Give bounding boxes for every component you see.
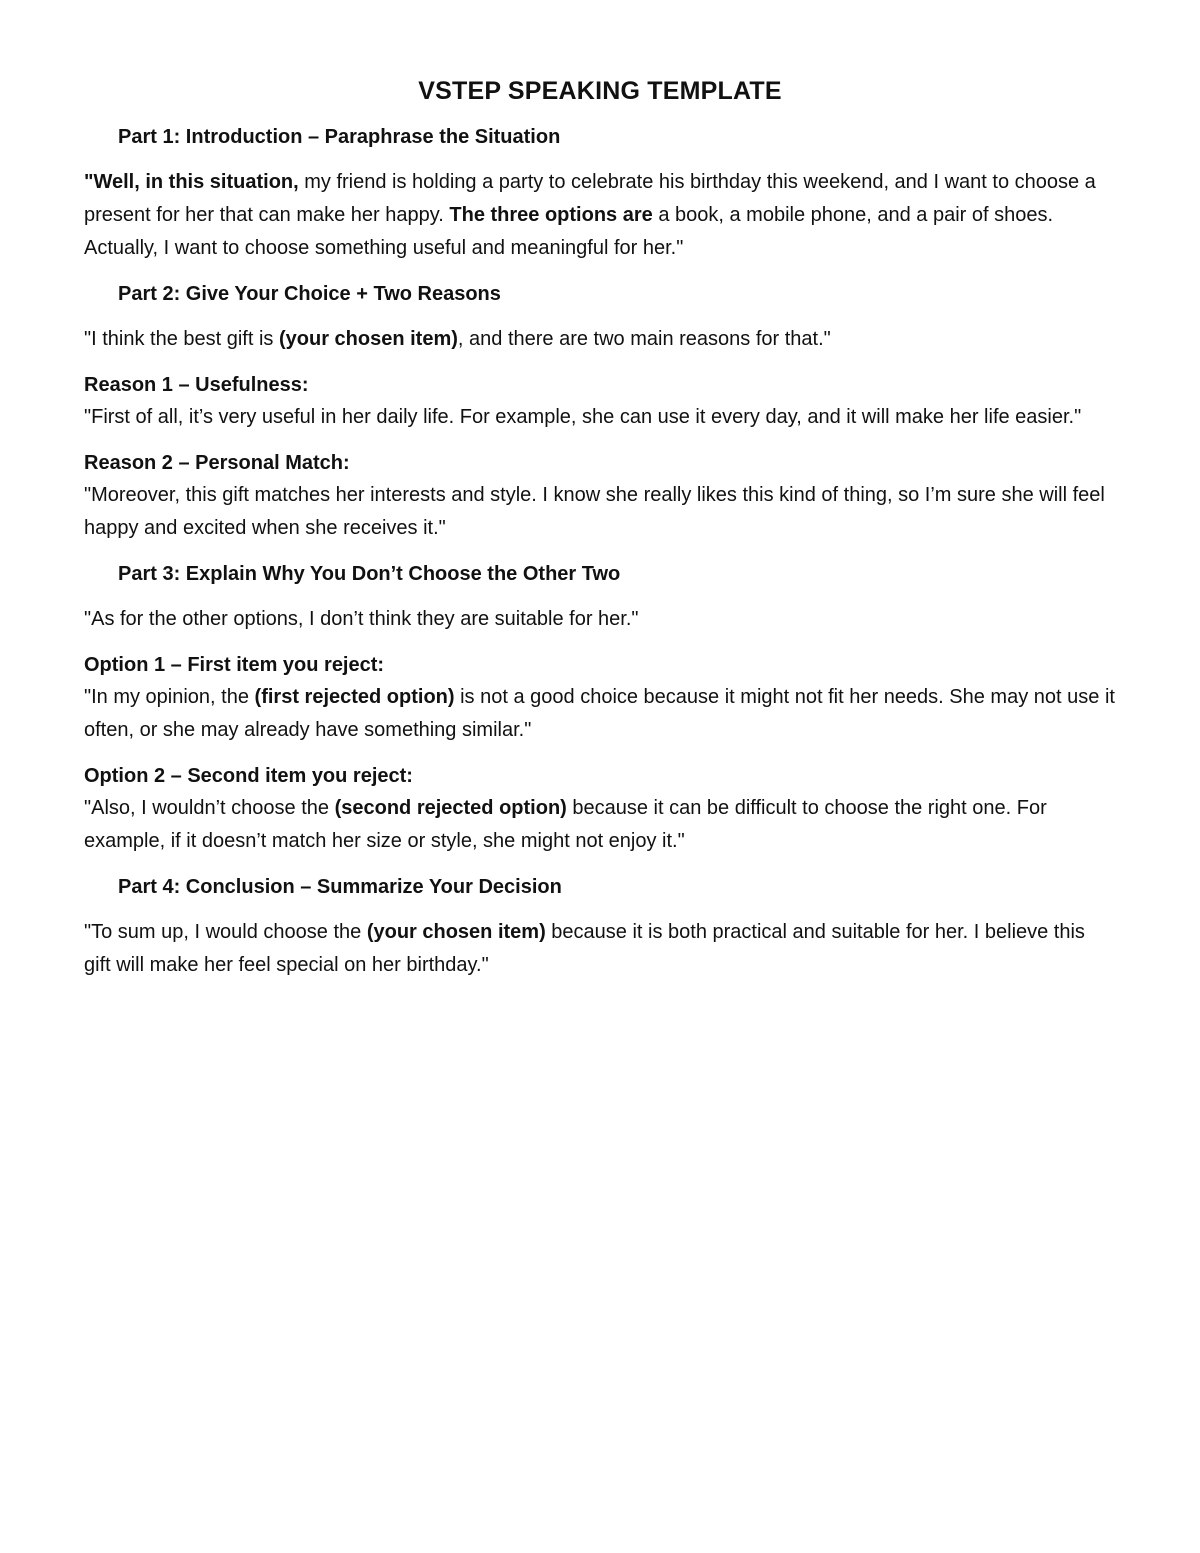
part1-text1: my friend is holding a party to celebrate his birthday this weekend, and I want to choose a present for her that can make her happy. (84, 171, 1096, 226)
part1-text2: a book, a mobile phone, and a pair of shoes. Actually, I want to choose something useful and meaningful for her." (84, 204, 1054, 259)
reason2-text: "Moreover, this gift matches her interests and style. I know she really likes this kind of thing, so I’m sure she will feel happy and excited when she receives it." (84, 484, 1105, 539)
part2-bold-item: (your chosen item) (278, 328, 458, 350)
option1-text2: is not a good choice because it might not fit her needs. She may not use it often, or she may already have something similar." (84, 686, 1115, 741)
part4-bold-item: (your chosen item) (366, 921, 546, 943)
part1-heading: Part 1: Introduction – Paraphrase the Situation (118, 126, 561, 148)
option2-text1: "Also, I wouldn’t choose the (84, 797, 335, 819)
part4-paragraph (84, 916, 1116, 982)
option2-heading: Option 2 – Second item you reject: (84, 765, 413, 787)
option1-text1: "In my opinion, the (84, 686, 255, 708)
part2-paragraph (84, 323, 1116, 356)
option2-bold-item: (second rejected option) (334, 797, 567, 819)
reason2-heading: Reason 2 – Personal Match: (84, 452, 350, 474)
option2-paragraph (84, 792, 1116, 858)
part1-paragraph (84, 166, 1116, 265)
part4-text2: because it is both practical and suitable for her. I believe this gift will make her feel special on her birthday." (84, 921, 1085, 976)
part3-paragraph: "As for the other options, I don’t think they are suitable for her." (84, 608, 639, 630)
part4-text1: "To sum up, I would choose the (84, 921, 367, 943)
option1-paragraph (84, 681, 1116, 747)
part2-heading: Part 2: Give Your Choice + Two Reasons (118, 283, 501, 305)
option1-bold-item: (first rejected option) (254, 686, 455, 708)
part2-text2: , and there are two main reasons for that." (457, 328, 831, 350)
part3-heading: Part 3: Explain Why You Don’t Choose the Other Two (118, 563, 621, 585)
option1-heading: Option 1 – First item you reject: (84, 654, 385, 676)
option2-text2: because it can be difficult to choose the right one. For example, if it doesn’t match her size or style, she might not enjoy it." (84, 797, 1047, 852)
reason1-heading: Reason 1 – Usefulness: (84, 374, 309, 396)
part2-text1: "I think the best gift is (84, 328, 279, 350)
part1-bold-options: The three options are (449, 204, 653, 226)
part1-bold-open: "Well, in this situation, (84, 171, 299, 193)
part4-heading: Part 4: Conclusion – Summarize Your Decision (118, 876, 562, 898)
document-title: VSTEP SPEAKING TEMPLATE (418, 77, 782, 105)
reason1-text: "First of all, it’s very useful in her daily life. For example, she can use it every day, and it will make her life easier." (84, 406, 1082, 428)
